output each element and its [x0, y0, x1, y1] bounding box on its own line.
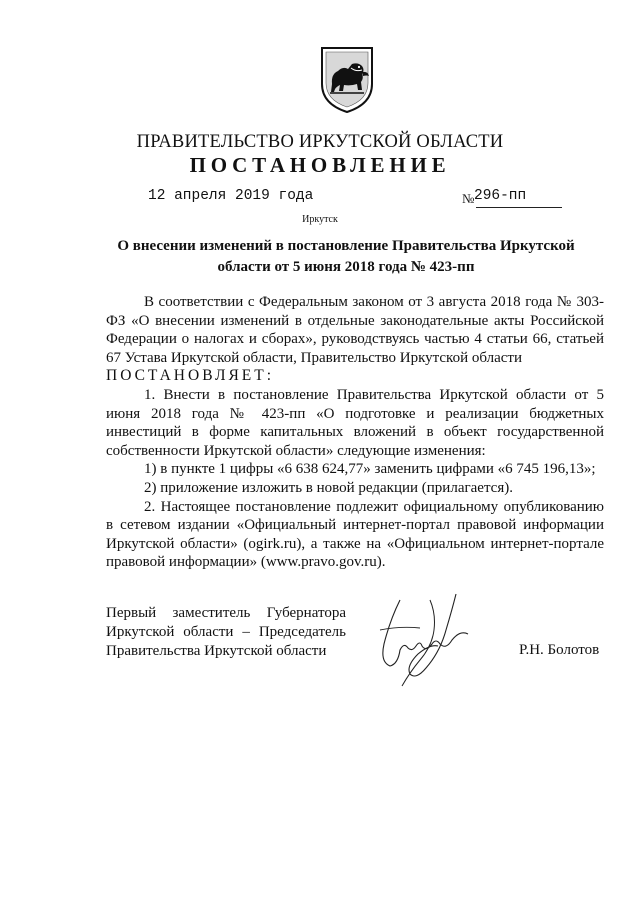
signatory-position [106, 604, 346, 661]
item-1-paragraph: 1. Внести в постановление Правительства Иркутской области от 5 июня 2018 года № 423-пп «О подготовке и реализации бюджетных инвестиций в форме капитальных вложений в объект государственной собственности Иркутской области» следующие изменения: [106, 386, 604, 459]
item-2-paragraph: 2. Настоящее постановление подлежит официальному опубликованию в сетевом издании «Официальный интернет-портал правовой информации Иркутской области» (ogirk.ru), а также на «Официальном интернет-портале правовой информации» (www.pravo.gov.ru). [106, 498, 604, 571]
number-underline [476, 207, 562, 208]
subject-line-1: О внесении изменений в постановление Правительства Иркутской [117, 238, 575, 254]
document-type-heading: ПОСТАНОВЛЕНИЕ [189, 153, 451, 177]
item-1-subitem-2: 2) приложение изложить в новой редакции (прилагается). [144, 479, 513, 496]
document-number: 296-пп [474, 188, 527, 204]
government-title: ПРАВИТЕЛЬСТВО ИРКУТСКОЙ ОБЛАСТИ [136, 132, 504, 152]
position-line-3: Правительства Иркутской области [106, 643, 327, 659]
irkutsk-coat-of-arms-icon [318, 44, 376, 114]
document-place: Иркутск [302, 214, 338, 225]
item-1-subitem-1: 1) в пункте 1 цифры «6 638 624,77» заменить цифрами «6 745 196,13»; [144, 461, 596, 478]
handwritten-signature [360, 590, 500, 690]
position-line-2: Иркутской области – Председатель [106, 624, 346, 640]
decree-word: ПОСТАНОВЛЯЕТ: [106, 367, 275, 385]
signer-name: Р.Н. Болотов [519, 642, 600, 658]
document-date: 12 апреля 2019 года [148, 188, 314, 204]
subject-line-2: области от 5 июня 2018 года № 423-пп [217, 259, 475, 275]
document-body [106, 293, 604, 572]
position-line-1: Первый заместитель Губернатора [106, 605, 346, 621]
preamble-paragraph: В соответствии с Федеральным законом от 3 августа 2018 года № 303-ФЗ «О внесении изменений в отдельные законодательные акты Российской Федерации о налогах и сборах», руководствуясь частью 4 статьи 66, статьей 67 Устава Иркутской области, Правительство Иркутской области [106, 294, 604, 366]
document-subject [100, 236, 592, 278]
number-sign: № [462, 191, 475, 206]
